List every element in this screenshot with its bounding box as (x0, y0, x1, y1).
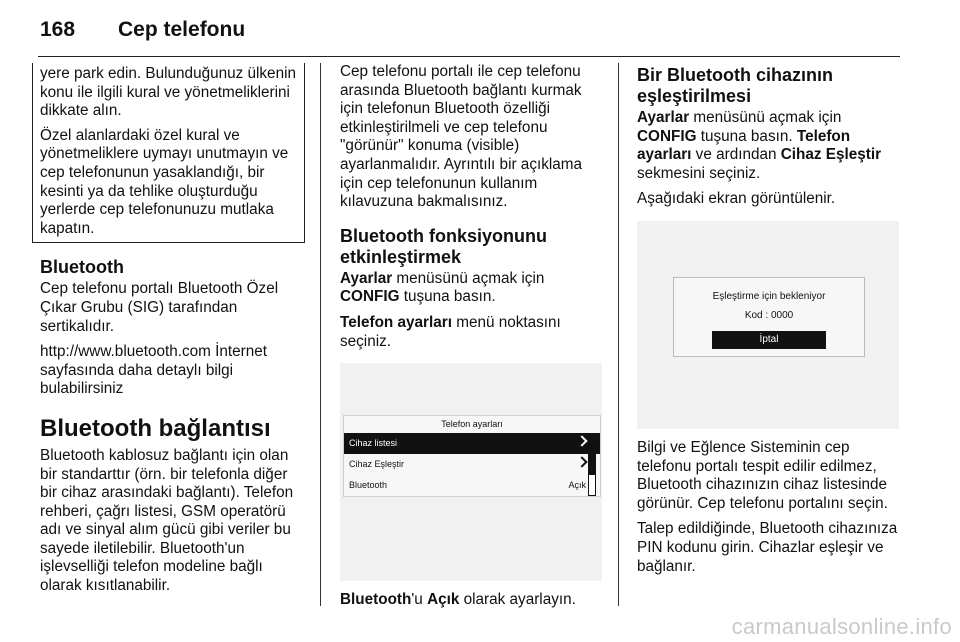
step-set-bluetooth-on: Bluetooth'u Açık olarak ayarlayın. (340, 591, 576, 609)
chevron-right-icon (576, 435, 587, 446)
cancel-button: İptal (712, 331, 826, 349)
menu-scrollbar (588, 434, 596, 496)
heading-pair-device: Bir Bluetooth cihazının eşleştirilmesi (637, 65, 833, 106)
warning-box (32, 63, 305, 243)
heading-bluetooth-connection: Bluetooth bağlantısı (40, 414, 271, 442)
chevron-right-icon (576, 456, 587, 467)
warning-paragraph-2: Özel alanlardaki özel kural ve yönetmeliklere uymayı unutmayın ve cep telefonunun yasaklandığı, bir kesinti ya da tehlike oluşturduğu yerlerde cep telefonunuzu mutlaka kapatın. (40, 126, 289, 237)
menu-item-device-list: Cihaz listesi (344, 433, 600, 454)
menu-title: Telefon ayarları (441, 419, 503, 430)
watermark: carmanualsonline.info (731, 614, 952, 639)
heading-bluetooth: Bluetooth (40, 257, 124, 278)
column-divider-2 (618, 63, 619, 606)
info-paragraph: Bilgi ve Eğlence Sisteminin cep telefonu portalı tespit edilir edilmez, Bluetooth cihazınızın cihaz listesinde görünür. Cep telefonu portalını seçin. (637, 438, 888, 512)
pin-paragraph: Talep edildiğinde, Bluetooth cihazınıza PIN kodunu girin. Cihazlar eşleşir ve bağlanır. (637, 520, 898, 575)
step-open-settings: Ayarlar menüsünü açmak için CONFIG tuşuna basın. (340, 269, 545, 306)
warning-paragraph-1: yere park edin. Bulunduğunuz ülkenin konu ile ilgili kural ve yönetmeliklerini dikkate alın. (40, 65, 296, 120)
bluetooth-value: Açık (568, 480, 586, 491)
pairing-screenshot (637, 221, 899, 429)
page-header (40, 18, 245, 42)
connection-paragraph: Bluetooth kablosuz bağlantı için olan bir standarttır (örn. bir telefonla diğer bir cihaz arasındaki bağlantı). Telefon rehberi, çağrı listesi, GSM operatörü adı ve sinyal alım gücü gibi veriler bu sayede iletilebilir. Bluetooth'un işlevselliği telefon modeline bağlı olarak kısıtlanabilir. (40, 446, 294, 595)
column-2 (340, 63, 602, 617)
menu-item-bluetooth: Bluetooth Açık (344, 475, 600, 496)
page-number: 168 (40, 18, 76, 41)
column-divider-1 (320, 63, 321, 606)
step-pairing: Ayarlar menüsünü açmak için CONFIG tuşuna basın. Telefon ayarları ve ardından Cihaz Eşleştir sekmesini seçiniz. (637, 109, 882, 182)
header-rule (38, 56, 900, 57)
pairing-waiting-text: Eşleştirme için bekleniyor (712, 290, 826, 302)
pairing-dialog (673, 277, 865, 357)
phone-settings-screenshot (340, 363, 602, 581)
pairing-code: Kod : 0000 (744, 309, 794, 321)
screen-shown-paragraph: Aşağıdaki ekran görüntülenir. (637, 190, 836, 208)
column-1 (40, 63, 302, 603)
page-title: Cep telefonu (118, 18, 246, 41)
step-phone-settings: Telefon ayarları menü noktasını seçiniz. (340, 313, 561, 350)
intro-paragraph: Cep telefonu portalı ile cep telefonu arasında Bluetooth bağlantı kurmak için telefonun Bluetooth özelliği etkinleştirilmeli ve cep telefonu "görünür" konuma (visible) ayarlanmalıdır. Ayrıntılı bir açıklama için cep telefonunun kullanım kılavuzuna bakmalısınız. (340, 63, 583, 211)
bluetooth-paragraph-2: http://www.bluetooth.com İnternet sayfasında daha detaylı bilgi bulabilirsiniz (40, 343, 268, 398)
phone-settings-menu (343, 415, 601, 497)
menu-item-pair-device: Cihaz Eşleştir (344, 454, 600, 475)
bluetooth-paragraph-1: Cep telefonu portalı Bluetooth Özel Çıkar Grubu (SIG) tarafından sertikalıdır. (40, 280, 279, 335)
heading-activate-bluetooth: Bluetooth fonksiyonunu etkinleştirmek (340, 225, 547, 267)
column-3 (637, 63, 899, 583)
